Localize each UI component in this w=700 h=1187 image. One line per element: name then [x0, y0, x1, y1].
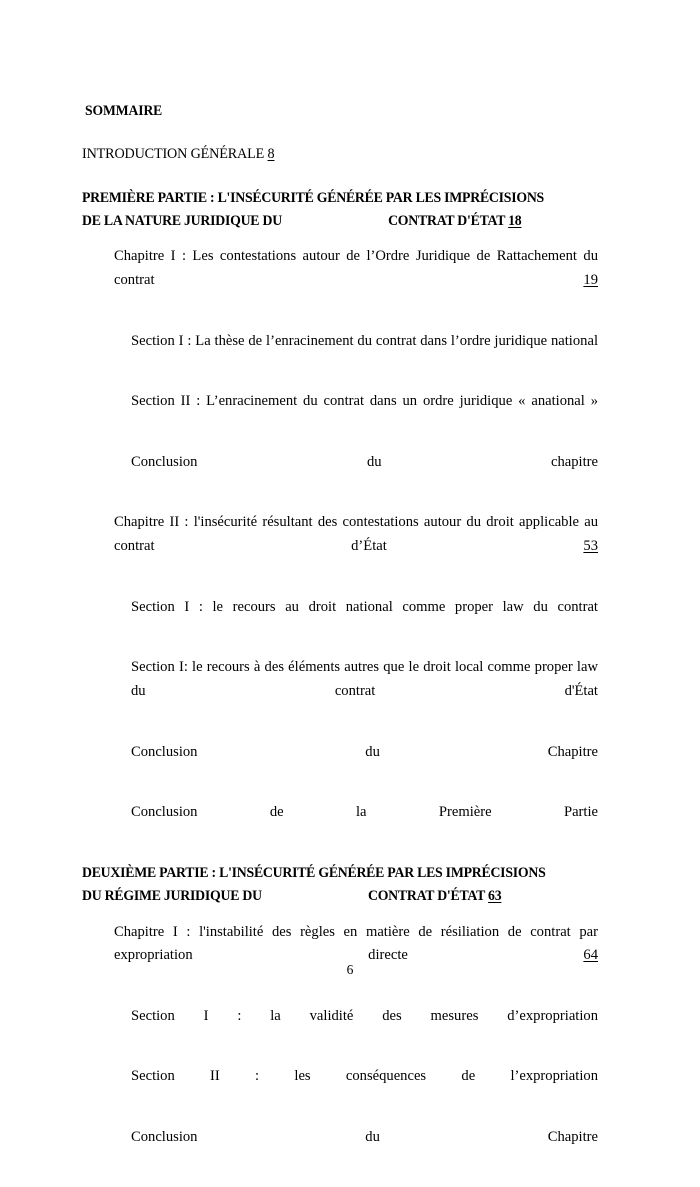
toc-entry-p1c2-conclusion[interactable]	[131, 741, 598, 789]
toc-entry-page: 53	[583, 538, 598, 555]
toc-entry-p2c1-conclusion[interactable]	[131, 1126, 598, 1174]
toc-entry-p2c1-section-2[interactable]	[131, 1065, 598, 1113]
toc-entry-p2c1-section-1[interactable]	[131, 1005, 598, 1053]
toc-part-title-line-2	[82, 210, 580, 233]
toc-entry-label: Conclusion du chapitre	[131, 453, 598, 470]
toc-entry-label: Chapitre I : Les contestations autour de l’Ordre Juridique de Rattachement du contrat	[114, 248, 598, 289]
toc-entry-p2-chapitre-1[interactable]	[114, 921, 598, 992]
toc-entry-label: Chapitre I : l'instabilité des règles en matière de résiliation de contrat par expropriation directe	[114, 923, 598, 964]
toc-entry-label: INTRODUCTION GÉNÉRALE	[82, 146, 265, 162]
toc-part-heading-premiere[interactable]	[82, 187, 580, 233]
toc-entry-label: Conclusion du Chapitre	[131, 1129, 598, 1146]
toc-entry-label: Section I : le recours au droit national comme proper law du contrat	[131, 598, 598, 615]
toc-entry-label: Section I : la validité des mesures d’expropriation	[131, 1007, 598, 1024]
toc-part-title-left: DU RÉGIME JURIDIQUE DU	[82, 887, 262, 904]
toc-part-title-line-1: PREMIÈRE PARTIE : L'INSÉCURITÉ GÉNÉRÉE PAR LES IMPRÉCISIONS	[82, 189, 544, 206]
toc-entry-introduction[interactable]	[82, 143, 583, 167]
toc-part-title-line-1: DEUXIÈME PARTIE : L'INSÉCURITÉ GÉNÉRÉE PAR LES IMPRÉCISIONS	[82, 864, 546, 881]
page-title: SOMMAIRE	[85, 103, 163, 119]
toc-part-heading-deuxieme[interactable]	[82, 862, 580, 908]
toc-part-title-right: CONTRAT D'ÉTAT	[388, 212, 505, 229]
toc-entry-label: Conclusion de la Première Partie	[131, 804, 598, 821]
toc-entry-p1-chapitre-2[interactable]	[114, 511, 598, 582]
toc-entry-label: Conclusion du Chapitre	[131, 743, 598, 760]
toc-entry-label: Section I : La thèse de l’enracinement du contrat dans l’ordre juridique national	[131, 332, 598, 349]
toc-entry-p1c1-conclusion[interactable]	[131, 451, 598, 499]
toc-entry-p1-conclusion-partie[interactable]	[131, 801, 598, 849]
toc-part-page: 18	[508, 212, 522, 229]
toc-entry-label: Section II : L’enracinement du contrat dans un ordre juridique « anational »	[131, 393, 598, 410]
toc-entry-p1c2-section-2[interactable]	[131, 656, 598, 727]
toc-content	[82, 100, 598, 1187]
toc-entry-label: Section II : les conséquences de l’expropriation	[131, 1068, 598, 1085]
toc-entry-label: Chapitre II : l'insécurité résultant des contestations autour du droit applicable au contrat d’État	[114, 514, 598, 555]
toc-entry-p1c1-section-1[interactable]	[131, 330, 598, 378]
toc-part-title-left: DE LA NATURE JURIDIQUE DU	[82, 212, 282, 229]
toc-part-title-line-2	[82, 885, 580, 908]
spacer	[82, 232, 598, 245]
toc-entry-page: 19	[583, 272, 598, 289]
toc-entry-p1-chapitre-1[interactable]	[114, 245, 598, 316]
toc-entry-label: Section I: le recours à des éléments autres que le droit local comme proper law du contrat d'État	[131, 659, 598, 700]
toc-part-page: 63	[488, 887, 502, 904]
page-number-footer: 6	[346, 962, 354, 977]
toc-entry-p1c1-section-2[interactable]	[131, 390, 598, 438]
toc-entry-p1c2-section-1[interactable]	[131, 596, 598, 644]
spacer	[82, 908, 598, 921]
toc-entry-page: 8	[267, 146, 275, 162]
toc-entry-page: 64	[583, 947, 598, 964]
toc-part-title-right: CONTRAT D'ÉTAT	[367, 887, 485, 904]
